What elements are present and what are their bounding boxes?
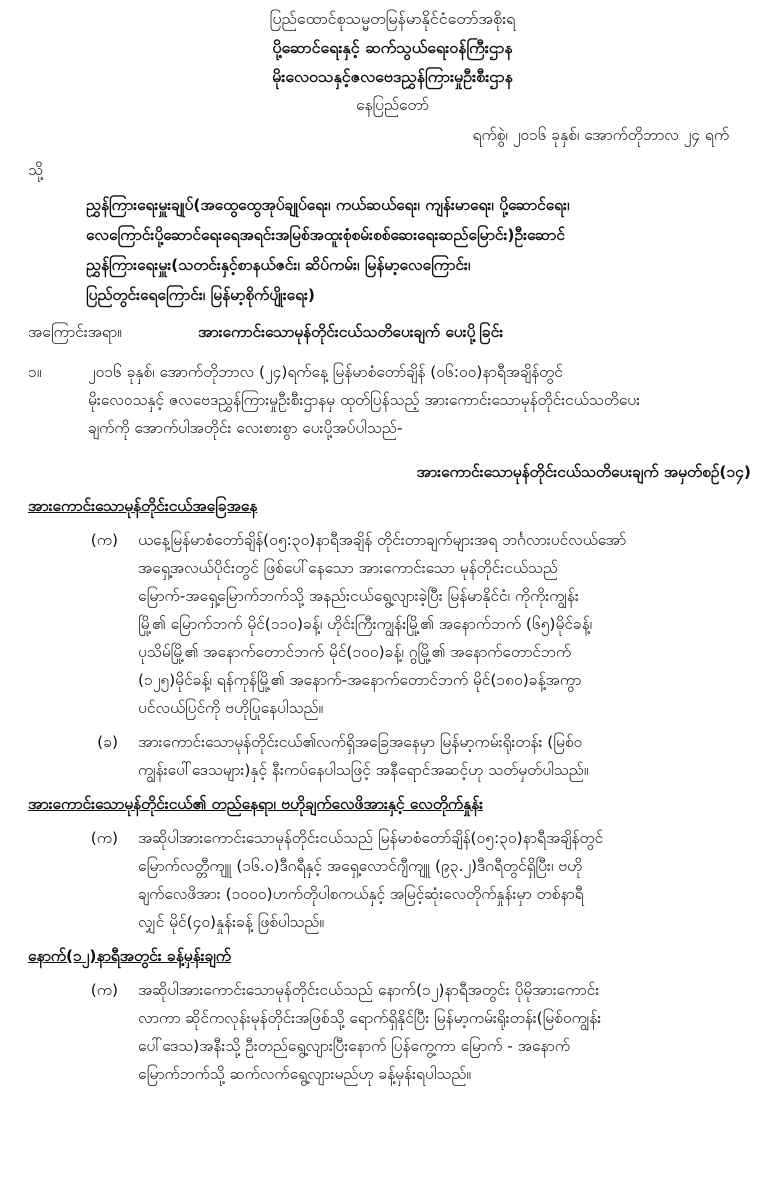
item-line: ယနေ့မြန်မာစံတော်ချိန်(၀၅:၃၀)နာရီအချိန် တိုင်းတာချက်များအရ ဘင်္ဂလားပင်လယ်အော် — [138, 531, 627, 549]
item-line: အားကောင်းသောမုန်တိုင်းငယ်၏လက်ရှိအခြေအနေမှာ မြန်မာ့ကမ်းရိုးတန်း (မြစ်ဝ — [138, 733, 583, 751]
paragraph-line: မိုးလေဝသနှင့် ဇလဗေဒညွှန်ကြားမှုဦးစီးဌာနမှ ထုတ်ပြန်သည့် အားကောင်းသောမုန်တိုင်းငယ်သတိပေး — [88, 391, 641, 409]
item-marker: (ခ) — [97, 733, 118, 751]
item-line: မြောက်လတ္တီကျူ (၁၆.၀)ဒီဂရီနှင့် အရှေ့လောင်ဂျီကျူ (၉၃.၂)ဒီဂရီတွင်ရှိပြီး၊ ဗဟို — [138, 857, 583, 875]
city-name: နေပြည်တော် — [356, 96, 429, 114]
paragraph-body — [88, 358, 757, 442]
section3-item-ka — [28, 976, 757, 1088]
item-body — [138, 526, 757, 722]
item-line: မြောက်ဘက်သို့ ဆက်လက်ရွေ့လျားမည်ဟု ခန့်မှန်းရပါသည်။ — [138, 1065, 472, 1083]
letterhead — [28, 0, 757, 120]
item-line: ကျွန်းပေါ်ဒေသများ)နှင့် နီးကပ်နေပါသဖြင့် အနီရောင်အဆင့်ဟု သတ်မှတ်ပါသည်။ — [138, 761, 589, 779]
item-line: မြို့၏ မြောက်ဘက် မိုင်(၁၁၀)ခန့်၊ ဟိုင်းကြီးကျွန်းမြို့၏ အနောက်ဘက် (၆၅)မိုင်ခန့်၊ — [138, 615, 593, 633]
document-date: ရက်စွဲ၊ ၂၀၁၆ ခုနှစ်၊ အောက်တိုဘာလ ၂၄ ရက် — [472, 126, 729, 144]
item-body — [138, 728, 757, 784]
subject-text: အားကောင်းသောမုန်တိုင်းငယ်သတိပေးချက် ပေးပို့ခြင်း — [198, 323, 504, 341]
section-title-forecast: နောက်(၁၂)နာရီအတွင်း ခန့်မှန်းချက် — [28, 947, 231, 965]
section-title-status: အားကောင်းသောမုန်တိုင်းငယ်အခြေအနေ — [28, 497, 258, 515]
item-line: ပုသိမ်မြို့၏ အနောက်တောင်ဘက် မိုင်(၁၀၀)ခန့်၊ ဂွမြို့၏ အနောက်တောင်ဘက် — [138, 643, 572, 661]
item-line: ပေါ်ဒေသ)အနီးသို့ ဦးတည်ရွေ့လျားပြီးနောက် ပြန်ကွေ့ကာ မြောက် - အနောက် — [138, 1037, 570, 1055]
item-line: အဆိုပါအားကောင်းသောမုန်တိုင်းငယ်သည် နောက်(၁၂)နာရီအတွင်း ပိုမိုအားကောင်း — [138, 981, 600, 999]
subject-label: အကြောင်းအရာ။ — [28, 323, 122, 341]
item-marker: (က) — [90, 829, 118, 847]
department-name: မိုးလေဝသနှင့်ဇလဗေဒညွှန်ကြားမှုဦးစီးဌာန — [272, 67, 513, 86]
section-title-location: အားကောင်းသောမုန်တိုင်းငယ်၏ တည်နေရာ၊ ဗဟိုချက်လေဖိအားနှင့် လေတိုက်နှုန်း — [28, 795, 484, 813]
item-line: (၁၂၅)မိုင်ခန့်၊ ရန်ကုန်မြို့၏ အနောက်-အနောက်တောင်ဘက် မိုင်(၁၈၀)ခန့်အကွာ — [138, 671, 582, 689]
item-line: အရှေ့အလယ်ပိုင်းတွင် ဖြစ်ပေါ်နေသော အားကောင်းသော မုန်တိုင်းငယ်သည် — [138, 559, 558, 577]
item-line: မြောက်-အရှေ့မြောက်ဘက်သို့ အနည်းငယ်ရွေ့လျားခဲ့ပြီး မြန်မာနိုင်ငံ၊ ကိုကိုးကျွန်း — [138, 587, 579, 605]
paragraph-1 — [28, 358, 757, 442]
recipient-line: ညွှန်ကြားရေးမှူးချုပ်(အထွေထွေအုပ်ချုပ်ရေး၊ ကယ်ဆယ်ရေး၊ ကျန်းမာရေး၊ ပို့ဆောင်ရေး၊ — [86, 196, 570, 214]
subject-line — [28, 318, 757, 346]
item-line: အဆိုပါအားကောင်းသောမုန်တိုင်းငယ်သည် မြန်မာစံတော်ချိန်(၀၅:၃၀)နာရီအချိန်တွင် — [138, 829, 604, 847]
paragraph-line: ချက်ကို အောက်ပါအတိုင်း လေးစားစွာ ပေးပို့အပ်ပါသည်- — [88, 419, 403, 437]
item-marker: (က) — [90, 981, 118, 999]
item-marker: (က) — [90, 531, 118, 549]
recipient-list — [86, 190, 757, 310]
recipient-line: လေကြောင်းပို့ဆောင်ရေးရေအရင်းအမြစ်အထူးစုံစမ်းစစ်ဆေးရေးဆည်မြောင်း)ဦးဆောင် — [86, 226, 565, 244]
item-line: လျှင် မိုင်(၄၀)နှုန်းခန့် ဖြစ်ပါသည်။ — [138, 913, 325, 931]
recipient-line: ညွှန်ကြားရေးမှူး(သတင်းနှင့်စာနယ်ဇင်း၊ ဆိပ်ကမ်း၊ မြန်မာ့လေကြောင်း၊ — [86, 256, 471, 274]
paragraph-line: ၂၀၁၆ ခုနှစ်၊ အောက်တိုဘာလ (၂၄)ရက်နေ့ မြန်မာစံတော်ချိန် (၀၆:၀၀)နာရီအချိန်တွင် — [88, 363, 563, 381]
government-name: ပြည်ထောင်စုသမ္မတမြန်မာနိုင်ငံတော်အစိုးရ — [269, 9, 516, 28]
section1-item-ka — [28, 526, 757, 722]
item-body — [138, 824, 757, 936]
recipient-line: ပြည်တွင်းရေကြောင်း၊ မြန်မာ့စိုက်ပျိုးရေး) — [86, 286, 315, 304]
ministry-name: ပို့ဆောင်ရေးနှင့် ဆက်သွယ်ရေးဝန်ကြီးဌာန — [272, 38, 513, 57]
paragraph-number: ၁။ — [28, 363, 42, 381]
to-label: သို့ — [28, 161, 43, 179]
item-line: ချက်လေဖိအား (၁၀၀၀)ဟက်တိုပါစကယ်နှင့် အမြင့်ဆုံးလေတိုက်နှုန်းမှာ တစ်နာရီ — [138, 885, 584, 903]
item-body — [138, 976, 757, 1088]
bulletin-title: အားကောင်းသောမုန်တိုင်းငယ်သတိပေးချက် အမှတ်စဉ်(၁၄) — [416, 463, 751, 481]
section1-item-kha — [28, 728, 757, 784]
section2-item-ka — [28, 824, 757, 936]
item-line: လာကာ ဆိုင်ကလုန်းမုန်တိုင်းအဖြစ်သို့ ရောက်ရှိနိုင်ပြီး မြန်မာ့ကမ်းရိုးတန်း(မြစ်ဝကျွန်း — [138, 1009, 602, 1027]
item-line: ပင်လယ်ပြင်ကို ဗဟိုပြုနေပါသည်။ — [138, 699, 324, 717]
